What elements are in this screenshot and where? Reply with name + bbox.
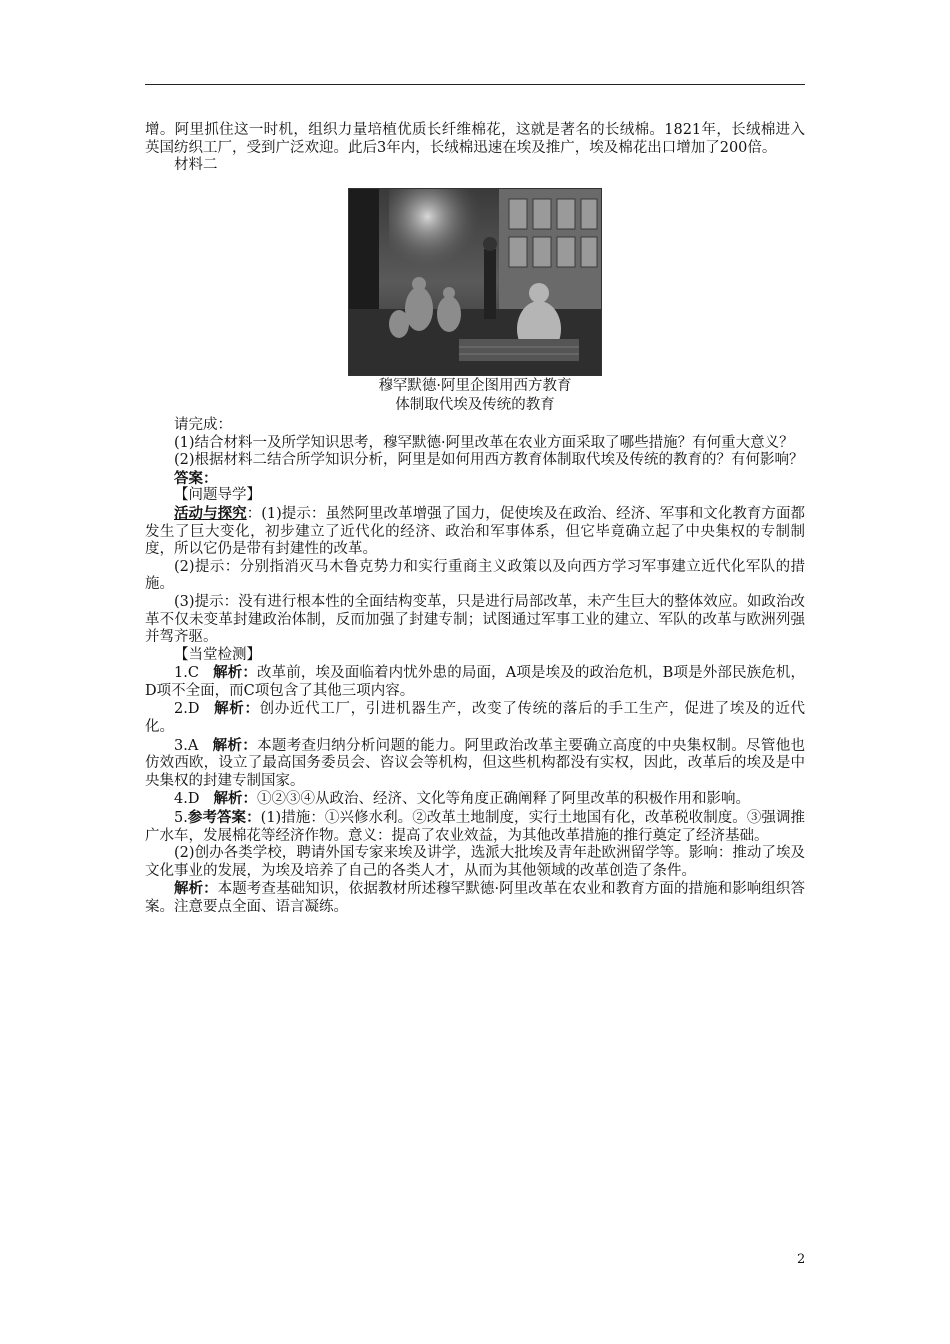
check-answer-4 [145,790,805,809]
answer-number: 4.D [174,791,200,808]
answer-text: (1)措施：①兴修水利。②改革土地制度，实行土地国有化，改革税收制度。③强调推广水车，发展棉花等经济作物。意义：提高了农业效益，为其他改革措施的推行奠定了经济基础。 [145,810,806,844]
check-answer-2 [145,700,805,736]
historical-classroom-photo [348,188,602,376]
document-body [145,122,805,917]
check-answer-1 [145,664,805,700]
answer-text: 改革前，埃及面临着内忧外患的局面，A项是埃及的政治危机，B项是外部民族危机，D项不全面，而C项包含了其他三项内容。 [145,665,805,699]
check-answer-5-analysis [145,880,805,916]
activity-answer-3: (3)提示：没有进行根本性的全面结构变革，只是进行局部改革，未产生巨大的整体效应。如政治改革不仅未变革封建政治体制，反而加强了封建专制；试图通过军事工业的建立、军队的改革与欧洲列强并驾齐驱。 [145,593,805,646]
activity-label: 活动与探究 [174,504,247,522]
check-answer-5-part2: (2)创办各类学校，聘请外国专家来埃及讲学，选派大批埃及青年赴欧洲留学等。影响：推动了埃及文化事业的发展，为埃及培养了自己的各类人才，从而为其他领域的改革创造了条件。 [145,845,805,879]
figure-caption-line1: 穆罕默德·阿里企图用西方教育 [378,377,572,394]
activity-text-1: ：(1)提示：虽然阿里改革增强了国力，促使埃及在政治、经济、军事和文化教育方面都发生了巨大变化，初步建立了近代化的经济、政治和军事体系，但它毕竟确立起了中央集权的专制制度，所以它仍是带有封建性的改革。 [145,505,806,558]
answer-text: 本题考查基础知识，依据教材所述穆罕默德·阿里改革在农业和教育方面的措施和影响组织答案。注意要点全面、语言凝练。 [145,881,805,915]
reference-answer-label: 参考答案： [187,809,261,827]
answer-number: 2.D [174,701,200,718]
answer-label: 答案： [174,469,218,487]
material-two-label: 材料二 [174,157,218,174]
classroom-photo-image [349,189,601,375]
check-answer-3 [145,737,805,791]
answer-number: 1.C [174,665,199,682]
answer-number: 3.A [174,737,199,754]
section-heading-dangtang: 【当堂检测】 [174,646,261,663]
analysis-label: 解析： [174,880,218,898]
answer-text: 创办近代工厂，引进机器生产，改变了传统的落后的手工生产，促进了埃及的近代化。 [145,701,805,736]
section-heading-wenti: 【问题导学】 [174,487,261,504]
question-1: (1)结合材料一及所学知识思考，穆罕默德·阿里改革在农业方面采取了哪些措施？有何重大意义？ [174,434,794,451]
question-2: (2)根据材料二结合所学知识分析，阿里是如何用西方教育体制取代埃及传统的教育的？有何影响？ [174,452,804,469]
activity-answer-1 [145,505,805,559]
activity-answer-2: (2)提示：分别指消灭马木鲁克势力和实行重商主义政策以及向西方学习军事建立近代化军队的措施。 [145,558,805,593]
prompt-text: 请完成： [174,416,232,433]
answer-text: ①②③④从政治、经济、文化等角度正确阐释了阿里改革的积极作用和影响。 [256,791,750,808]
analysis-label: 解析： [212,664,257,682]
answer-text: 本题考查归纳分析问题的能力。阿里政治改革主要确立高度的中央集权制。尽管他也仿效西欧，设立了最高国务委员会、咨议会等机构，但这些机构都没有实权，因此，改革后的埃及是中央集权的封建专制国家。 [145,737,806,789]
intro-paragraph: 增。阿里抓住这一时机，组织力量培植优质长纤维棉花，这就是著名的长绒棉。1821年，长绒棉进入英国纺织工厂，受到广泛欢迎。此后3年内，长绒棉迅速在埃及推广，埃及棉花出口增加了200倍。 [145,122,805,156]
answer-number: 5. [174,810,188,827]
analysis-label: 解析： [213,700,260,718]
page-number: 2 [797,1252,806,1267]
analysis-label: 解析： [212,736,258,754]
figure-caption-line2: 体制取代埃及传统的教育 [395,397,555,414]
header-rule [145,84,805,85]
check-answer-5 [145,809,805,845]
analysis-label: 解析： [213,790,257,808]
